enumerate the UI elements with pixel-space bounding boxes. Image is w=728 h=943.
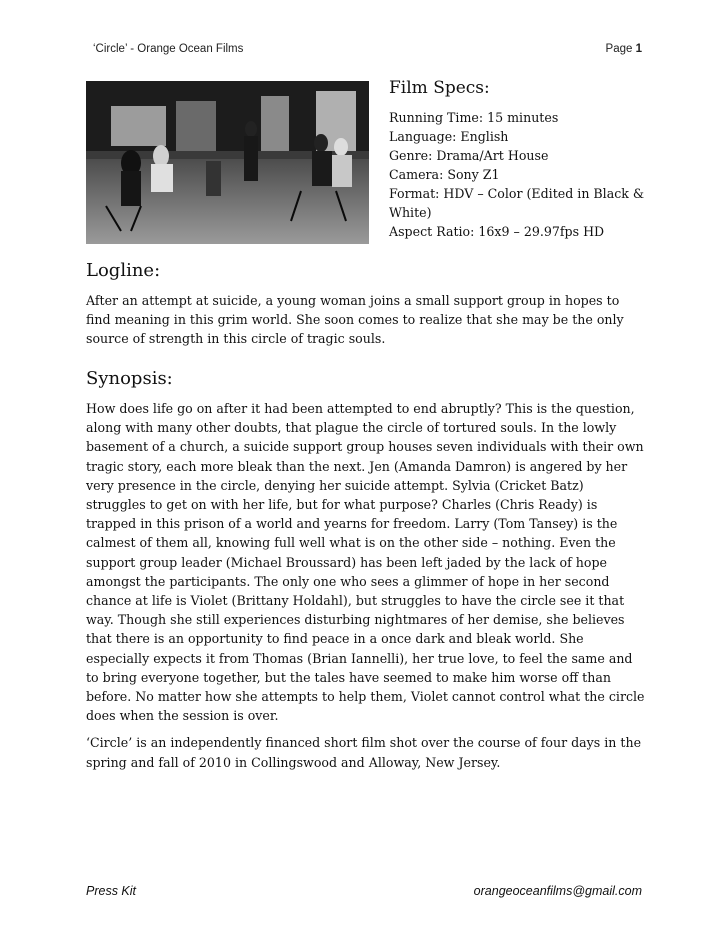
synopsis-paragraph-1: How does life go on after it had been attempted to end abruptly? This is the question, along with many other doubts, that plague the circle of tortured souls. In the lowly basement of a church, a suicide support group houses seven individuals with their own tragic story, each more bleak than the next. Jen (Amanda Damron) is angered by her very presence in the circle, denying her suicide attempt. Sylvia (Cricket Batz) struggles to get on with her life, but for what purpose? Charles (Chris Ready) is trapped in this prison of a world and yearns for freedom. Larry (Tom Tansey) is the calmest of them all, knowing full well what is on the other side – nothing. Even the support group leader (Michael Broussard) has been left jaded by the lack of hope amongst the participants. The only one who sees a glimmer of hope in her second chance at life is Violet (Brittany Holdahl), but struggles to have the circle see it that way. Though she still experiences disturbing nightmares of her demise, she believes that there is an opportunity to find peace in a once dark and bleak world. She especially expects it from Thomas (Brian Iannelli), her true love, to feel the same and to bring everyone together, but the tales have seemed to make him worse off than before. No matter how she attempts to help them, Violet cannot control what the circle does when the session is over.	[86, 401, 645, 724]
film-specs	[389, 78, 649, 241]
logline-text: After an attempt at suicide, a young woman joins a small support group in hopes to find meaning in this grim world. She soon comes to realize that she may be the only source of strength in this circle of tragic souls.	[86, 293, 624, 347]
spec-aspect-ratio: Aspect Ratio: 16x9 – 29.97fps HD	[389, 224, 605, 239]
synopsis-heading: Synopsis:	[86, 368, 173, 389]
logline-section	[86, 260, 646, 357]
spec-format: Format: HDV – Color (Edited in Black & White)	[389, 186, 645, 220]
header-title: ‘Circle’ - Orange Ocean Films	[93, 43, 244, 55]
spec-genre: Genre: Drama/Art House	[389, 148, 549, 163]
film-still-image	[86, 81, 369, 244]
footer-press-kit: Press Kit	[86, 884, 137, 898]
spec-language: Language: English	[389, 129, 509, 144]
footer-email: orangeoceanfilms@gmail.com	[473, 884, 642, 898]
spec-camera: Camera: Sony Z1	[389, 167, 500, 182]
logline-heading: Logline:	[86, 260, 161, 281]
page-label: Page	[605, 43, 633, 55]
film-specs-heading: Film Specs:	[389, 78, 490, 98]
synopsis-paragraph-2: ‘Circle’ is an independently financed short film shot over the course of four days in the spring and fall of 2010 in Collingswood and Alloway, New Jersey.	[86, 735, 642, 770]
page-number: 1	[635, 43, 642, 55]
page-indicator	[606, 43, 642, 55]
synopsis-section	[86, 368, 646, 780]
spec-running-time: Running Time: 15 minutes	[389, 110, 559, 125]
film-still-photo	[86, 81, 369, 244]
